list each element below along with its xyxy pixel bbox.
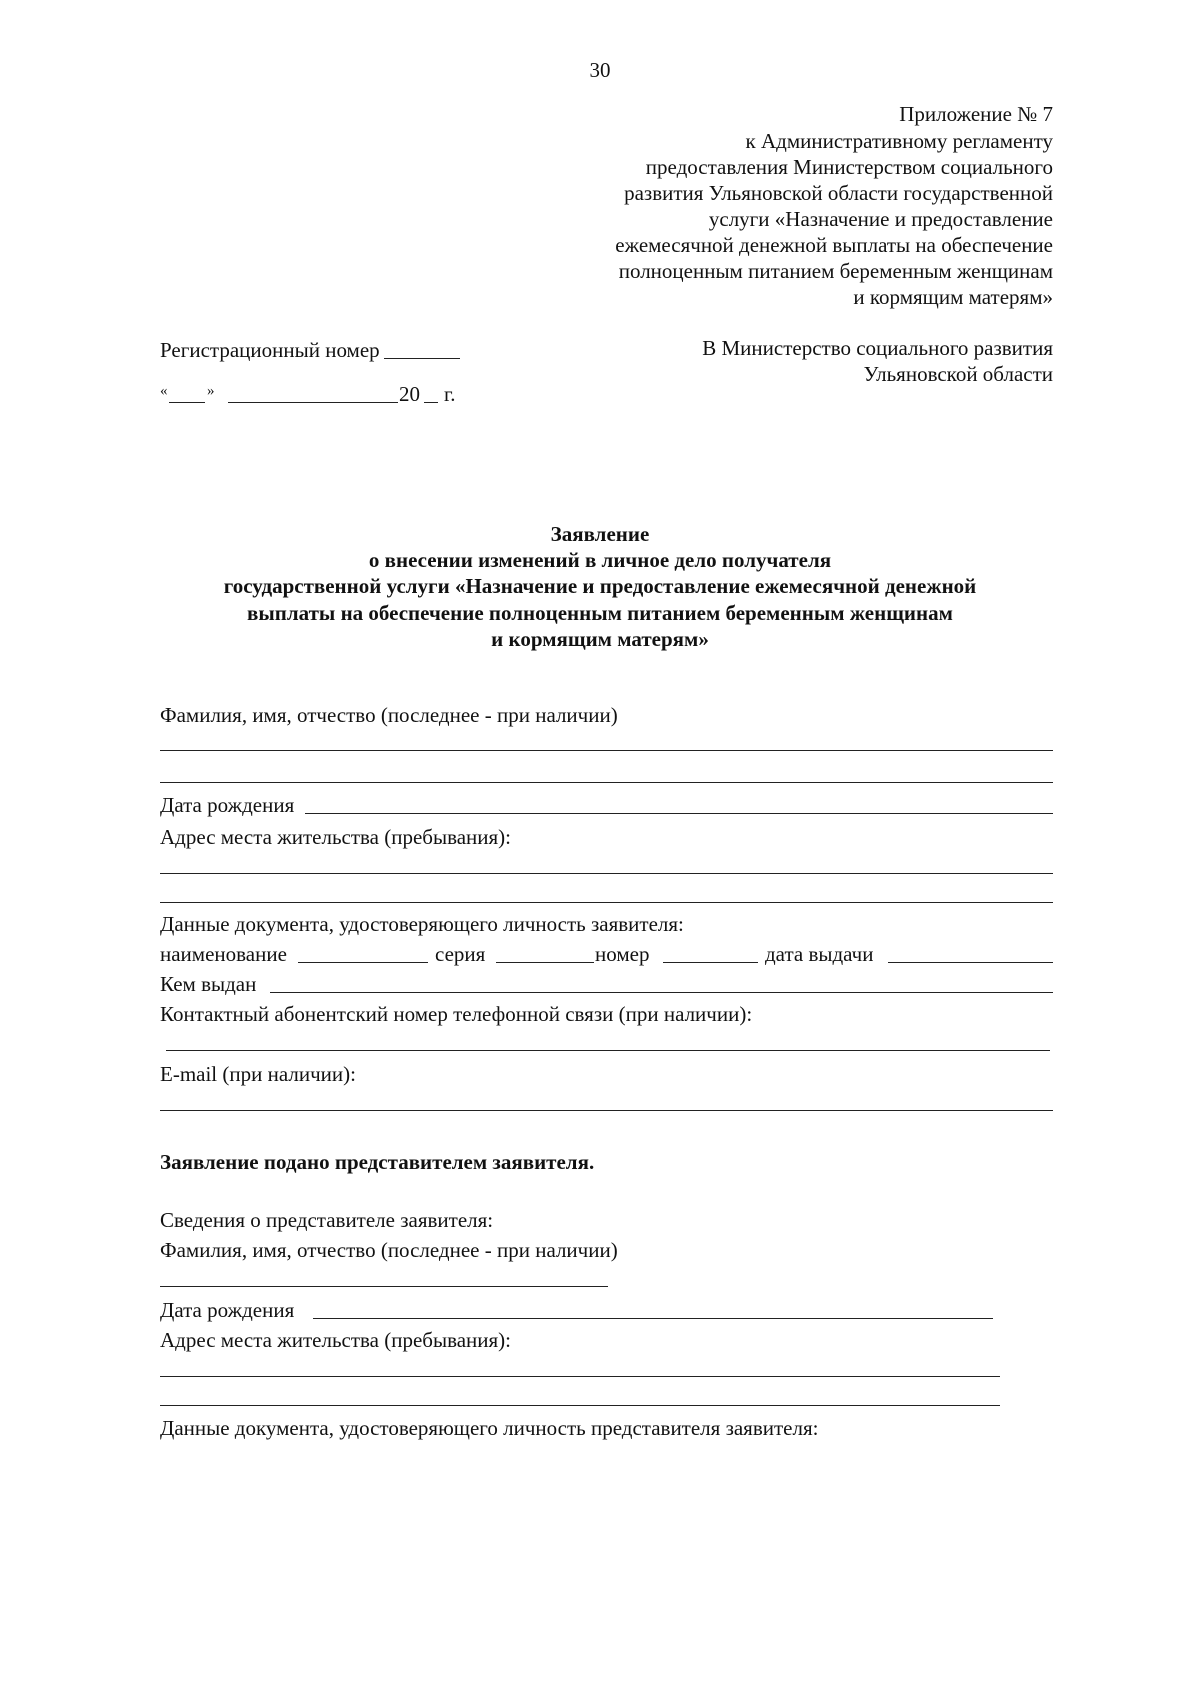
doc-date-field[interactable] — [888, 962, 1053, 963]
title-line: о внесении изменений в личное дело получателя — [368, 548, 832, 572]
applicant-fio-label: Фамилия, имя, отчество (последнее - при наличии) — [160, 703, 618, 727]
representative-birth-label: Дата рождения — [160, 1298, 295, 1322]
representative-address-label: Адрес места жительства (пребывания): — [160, 1328, 512, 1352]
applicant-doc-label: Данные документа, удостоверяющего личность заявителя: — [160, 912, 684, 936]
date-close-quote: » — [207, 383, 215, 399]
page-number: 30 — [589, 58, 611, 82]
representative-doc-label: Данные документа, удостоверяющего личность представителя заявителя: — [160, 1416, 819, 1440]
appendix-line: Приложение № 7 — [899, 102, 1053, 126]
applicant-birth-field[interactable] — [305, 813, 1053, 814]
title-line: государственной услуги «Назначение и предоставление ежемесячной денежной — [223, 574, 977, 598]
representative-fio-label: Фамилия, имя, отчество (последнее - при наличии) — [160, 1238, 618, 1262]
email-field[interactable] — [160, 1110, 1053, 1111]
registration-number-label: Регистрационный номер — [160, 338, 380, 362]
appendix-line: полноценным питанием беременным женщинам — [618, 259, 1053, 283]
appendix-line: и кормящим матерям» — [853, 285, 1053, 309]
doc-date-label: дата выдачи — [765, 942, 874, 966]
representative-fio-field[interactable] — [160, 1286, 608, 1287]
title-line: выплаты на обеспечение полноценным питанием беременным женщинам — [247, 601, 953, 625]
doc-series-label: серия — [435, 942, 486, 966]
doc-name-field[interactable] — [298, 962, 428, 963]
representative-address-field[interactable] — [160, 1376, 1000, 1377]
appendix-line: ежемесячной денежной выплаты на обеспечение — [615, 233, 1053, 257]
doc-series-field[interactable] — [496, 962, 594, 963]
representative-info-label: Сведения о представителе заявителя: — [160, 1208, 494, 1232]
representative-birth-field[interactable] — [313, 1318, 993, 1319]
appendix-line: развития Ульяновской области государственной — [624, 181, 1053, 205]
doc-number-field[interactable] — [663, 962, 758, 963]
year-suffix: г. — [444, 382, 456, 406]
date-open-quote: « — [160, 383, 168, 399]
representative-address-field-2[interactable] — [160, 1405, 1000, 1406]
doc-name-label: наименование — [160, 942, 287, 966]
registration-month-field[interactable] — [228, 402, 398, 403]
email-label: E-mail (при наличии): — [160, 1062, 356, 1086]
applicant-birth-label: Дата рождения — [160, 793, 295, 817]
registration-number-field[interactable] — [384, 358, 460, 359]
registration-day-field[interactable] — [169, 402, 205, 403]
applicant-address-label: Адрес места жительства (пребывания): — [160, 825, 512, 849]
applicant-address-field-2[interactable] — [160, 902, 1053, 903]
doc-number-label: номер — [595, 942, 650, 966]
registration-year-field[interactable] — [424, 402, 438, 403]
phone-label: Контактный абонентский номер телефонной связи (при наличии): — [160, 1002, 753, 1026]
applicant-fio-field[interactable] — [160, 750, 1053, 751]
applicant-fio-field-2[interactable] — [160, 782, 1053, 783]
issued-by-field[interactable] — [270, 992, 1053, 993]
issued-by-label: Кем выдан — [160, 972, 257, 996]
title-line: и кормящим матерям» — [491, 627, 709, 651]
applicant-address-field[interactable] — [160, 873, 1053, 874]
title-line: Заявление — [550, 522, 650, 546]
appendix-line: к Административному регламенту — [745, 129, 1053, 153]
addressee-line: В Министерство социального развития — [702, 336, 1053, 360]
year-prefix: 20 — [399, 382, 420, 406]
appendix-line: услуги «Назначение и предоставление — [708, 207, 1053, 231]
phone-field[interactable] — [166, 1050, 1050, 1051]
appendix-line: предоставления Министерством социального — [645, 155, 1053, 179]
addressee-line: Ульяновской области — [863, 362, 1053, 386]
representative-note: Заявление подано представителем заявителя. — [160, 1150, 595, 1174]
